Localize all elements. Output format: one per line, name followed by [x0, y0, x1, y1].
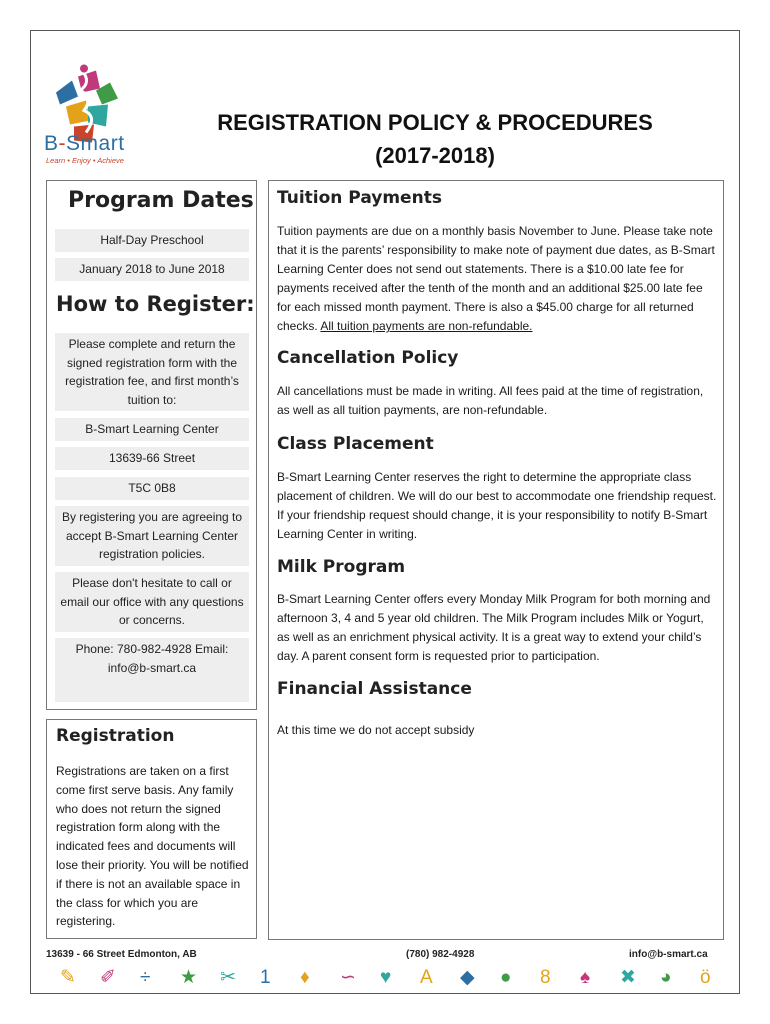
registration-heading: Registration: [56, 726, 175, 746]
logo-tagline: Learn • Enjoy • Achieve: [46, 156, 124, 165]
cancellation-text: All cancellations must be made in writing. All fees paid at the time of registration, as well as all tuition payments, are non-refundable.: [277, 384, 704, 417]
program-item-preschool: Half-Day Preschool: [55, 229, 249, 252]
program-item-dates: January 2018 to June 2018: [55, 258, 249, 281]
logo-b: B: [44, 132, 59, 155]
letter-a-icon: A: [420, 967, 433, 988]
scissors-icon: ✂: [220, 967, 236, 988]
glue-icon: ♦: [300, 967, 310, 988]
financial-assistance-heading: Financial Assistance: [277, 679, 472, 699]
policy-agreement: By registering you are agreeing to accept B-Smart Learning Center registration policies.: [55, 506, 249, 566]
registration-text: Registrations are taken on a first come first serve basis. Any family who does not return the signed registration form along with the indicated fees and documents will lose their priority. You will be notified if there is not an available space in the class for which you are registering.: [56, 764, 249, 929]
footer-email: info@b-smart.ca: [629, 949, 708, 960]
divide-icon: ÷: [140, 967, 151, 988]
tuition-body: Tuition payments are due on a monthly basis November to June. Please take note that it is the parents’ responsibility to make note of payment due dates, as B-Smart Learning Center does not send out statements. There is a $10.00 late fee for payments received after the tenth of the month and an additional $25.00 late fee for each missed month payment. There is also a $45.00 charge for all returned checks.: [277, 224, 715, 333]
milk-program-text: B-Smart Learning Center offers every Monday Milk Program for both morning and afternoon 3, 4 and 5 year old children. The Milk Program includes Milk or Yogurt, as well as an enrichment physical activity. It is a great way to extend your child’s day. A parent consent form is requested prior to participation.: [277, 592, 711, 663]
pencil-icon: ✎: [60, 967, 76, 988]
address-line-1: B-Smart Learning Center: [55, 418, 249, 441]
footer-address: 13639 - 66 Street Edmonton, AB: [46, 949, 197, 960]
register-instructions: Please complete and return the signed registration form with the registration fee, and first month’s tuition to:: [55, 333, 249, 411]
multiply-icon: ✖: [620, 967, 636, 988]
apple-icon: ●: [500, 967, 512, 988]
phone-email: Phone: 780-982-4928 Email: info@b-smart.ca: [55, 638, 249, 702]
number-one-icon: 1: [260, 967, 271, 988]
balloon-icon: ♠: [580, 967, 591, 988]
tuition-heading: Tuition Payments: [277, 188, 442, 208]
address-line-2: 13639-66 Street: [55, 447, 249, 470]
paintbrush-icon: ✐: [100, 967, 116, 988]
logo-smart: Smart: [66, 132, 125, 155]
heart-icon: ♥: [380, 967, 392, 988]
palette-icon: ◕: [660, 967, 672, 988]
title-line-2: (2017-2018): [375, 143, 495, 168]
milk-program-heading: Milk Program: [277, 557, 406, 577]
address-line-3: T5C 0B8: [55, 477, 249, 500]
footer-phone: (780) 982-4928: [406, 949, 475, 960]
class-placement-text: B-Smart Learning Center reserves the right to determine the appropriate class placement of children. We will do our best to accommodate one friendship request. If your friendship request should change, it is your responsibility to notify B-Smart Learning Center in writing.: [277, 470, 717, 541]
umlaut-o-icon: ö: [700, 967, 711, 988]
contact-note: Please don't hesitate to call or email our office with any questions or concerns.: [55, 572, 249, 632]
logo-dash: -: [58, 132, 67, 155]
speech-bubble-icon: ◆: [460, 967, 475, 988]
scribble-icon: ∽: [340, 967, 356, 988]
financial-assistance-text: At this time we do not accept subsidy: [277, 723, 475, 737]
number-eight-icon: 8: [540, 967, 551, 988]
footer-icon-strip: [60, 966, 725, 990]
program-dates-heading: Program Dates: [68, 188, 254, 213]
title-line-1: REGISTRATION POLICY & PROCEDURES: [217, 110, 653, 135]
tuition-nonrefundable: All tuition payments are non-refundable.: [320, 319, 533, 333]
how-to-register-heading: How to Register:: [56, 292, 255, 316]
page-title: [190, 106, 680, 172]
star-icon: ★: [180, 967, 198, 988]
class-placement-heading: Class Placement: [277, 434, 434, 454]
tuition-text: [277, 222, 717, 336]
cancellation-heading: Cancellation Policy: [277, 348, 459, 368]
logo-wordmark: [44, 132, 125, 156]
